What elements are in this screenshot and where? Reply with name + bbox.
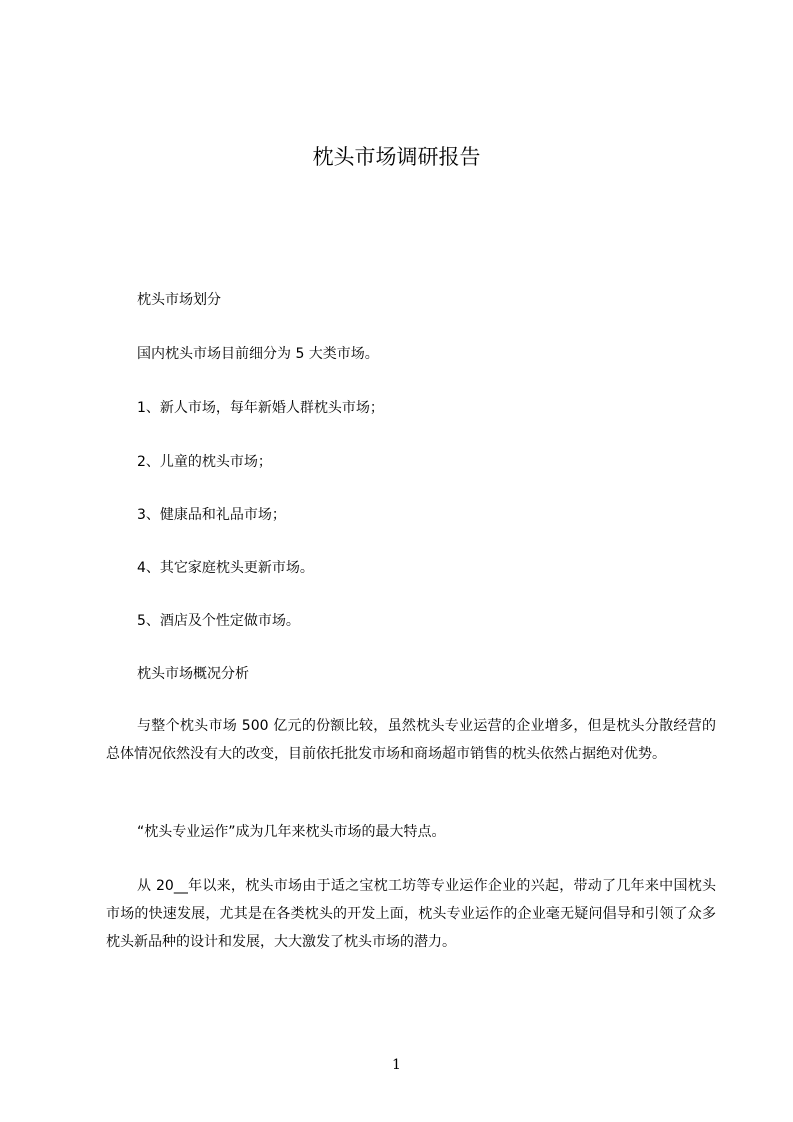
overview-paragraph-2: “枕头专业运作”成为几年来枕头市场的最大特点。 [137,824,446,840]
page-number: 1 [392,1057,401,1073]
market-division-heading: 枕头市场划分 [137,292,221,308]
list-item: 4、其它家庭枕头更新市场。 [137,560,314,576]
list-item: 2、儿童的枕头市场； [137,454,272,470]
list-item: 3、健康品和礼品市场； [137,507,286,523]
overview-heading: 枕头市场概况分析 [137,666,249,682]
list-item: 5、酒店及个性定做市场。 [137,613,300,629]
overview-paragraph-3: 从 20__年以来，枕头市场由于适之宝枕工坊等专业运作企业的兴起，带动了几年来中国枕头市场的快速发展，尤其是在各类枕头的开发上面，枕头专业运作的企业毫无疑问倡导和引领了众多枕头新品种的设计和发展，大大激发了枕头市场的潜力。 [106,878,716,950]
list-item: 1、新人市场，每年新婚人群枕头市场； [137,400,384,416]
document-title: 枕头市场调研报告 [312,145,481,169]
overview-paragraph-1: 与整个枕头市场 500 亿元的份额比较，虽然枕头专业运营的企业增多，但是枕头分散经营的总体情况依然没有大的改变，目前依托批发市场和商场超市销售的枕头依然占据绝对优势。 [106,718,716,762]
market-division-intro: 国内枕头市场目前细分为 5 大类市场。 [137,346,379,362]
